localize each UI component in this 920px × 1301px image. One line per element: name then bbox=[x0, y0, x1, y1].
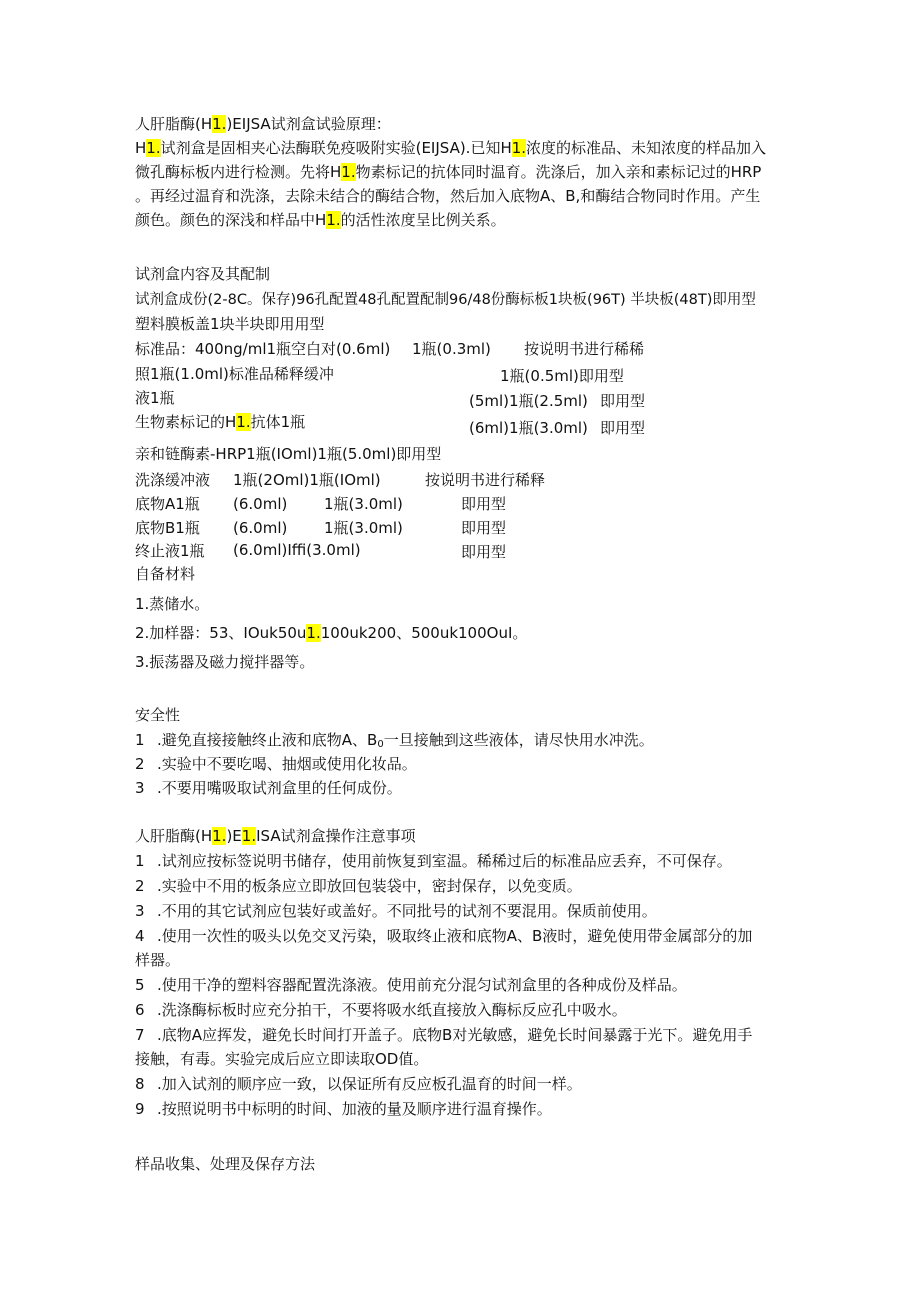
highlight-mark: 1. bbox=[146, 139, 161, 157]
safety-item-number: 2 bbox=[135, 755, 145, 773]
kit-row-usage: 按说明书进行稀释 bbox=[425, 471, 546, 489]
kit-standard-note: 按说明书进行稀稀 bbox=[524, 340, 645, 358]
safety-item-number: 1 bbox=[135, 731, 145, 749]
kit-biotin-value: (6ml)1瓶(3.0ml) bbox=[469, 419, 588, 437]
kit-row-half: 1瓶(3.0ml) bbox=[324, 519, 403, 537]
kit-biotin-label: 生物素标记的H1.抗体1瓶 bbox=[135, 413, 306, 431]
note-text: .按照说明书中标明的时间、加液的量及顺序进行温育操作。 bbox=[157, 1100, 552, 1118]
kit-line: 试剂盒成份(2-8C。保存)96孔配置48孔配置配制96/48份酶标板1块板(96T) 半块板(48T)即用型 bbox=[135, 292, 756, 308]
intro-paragraph-line: 。再经过温育和洗涤，去除未结合的酶结合物，然后加入底物A、B,和酶结合物同时作用。产生 bbox=[135, 187, 761, 205]
intro-paragraph-line: 颜色。颜色的深浅和样品中H1.的活性浓度呈比例关系。 bbox=[135, 211, 506, 229]
note-number: 8 bbox=[135, 1075, 145, 1093]
highlight-mark: 1. bbox=[236, 413, 251, 431]
kit-row-name: 底物B1瓶 bbox=[135, 519, 200, 537]
kit-row-usage: 即用型 bbox=[461, 543, 507, 561]
kit-standard-volume: (0.6ml) bbox=[336, 340, 391, 358]
materials-heading: 自备材料 bbox=[135, 565, 196, 583]
kit-row-half: 1瓶(3.0ml) bbox=[324, 495, 403, 513]
kit-line: 塑料膜板盖1块半块即用用型 bbox=[135, 315, 325, 333]
note-text: .不用的其它试剂应包装好或盖好。不同批号的试剂不要混用。保质前使用。 bbox=[157, 902, 657, 920]
kit-liquid-value: (5ml)1瓶(2.5ml) bbox=[469, 392, 588, 410]
kit-row-usage: 即用型 bbox=[461, 519, 507, 537]
kit-row-volume: 1瓶(2Oml)1瓶(IOml) bbox=[233, 471, 381, 489]
highlight-mark: 1. bbox=[212, 827, 227, 845]
kit-row-volume: (6.0ml) bbox=[233, 495, 288, 513]
kit-heading: 试剂盒内容及其配制 bbox=[135, 265, 271, 283]
note-number: 3 bbox=[135, 902, 145, 920]
materials-item: 2.加样器：53、IOuk50u1.100uk200、500uk100OuI。 bbox=[135, 624, 528, 642]
kit-row-name: 底物A1瓶 bbox=[135, 495, 200, 513]
kit-standard-half: 1瓶(0.3ml) bbox=[412, 340, 491, 358]
kit-diluent-value: 1瓶(0.5ml)即用型 bbox=[500, 367, 624, 385]
note-number: 9 bbox=[135, 1100, 145, 1118]
notes-heading: 人肝脂酶(H1.)E1.ISA试剂盒操作注意事项 bbox=[135, 827, 416, 845]
sample-heading: 样品收集、处理及保存方法 bbox=[135, 1155, 316, 1173]
highlight-mark: 1. bbox=[341, 163, 356, 181]
note-number: 7 bbox=[135, 1026, 145, 1044]
note-text: .底物A应挥发，避免长时间打开盖子。底物B对光敏感，避免长时间暴露于光下。避免用手 bbox=[157, 1026, 753, 1044]
note-continuation: 样器。 bbox=[135, 951, 181, 969]
note-text: .使用干净的塑料容器配置洗涤液。使用前充分混匀试剂盒里的各种成份及样品。 bbox=[157, 976, 687, 994]
note-number: 5 bbox=[135, 976, 145, 994]
materials-item: 3.振荡器及磁力搅拌器等。 bbox=[135, 653, 315, 671]
highlight-mark: 1. bbox=[326, 211, 341, 229]
safety-item: .实验中不要吃喝、抽烟或使用化妆品。 bbox=[157, 755, 417, 773]
kit-biotin-usage: 即用型 bbox=[600, 419, 646, 437]
highlight-mark: 1. bbox=[241, 827, 257, 845]
note-continuation: 接触，有毒。实验完成后应立即读取OD值。 bbox=[135, 1050, 429, 1068]
note-text: .使用一次性的吸头以免交叉污染，吸取终止液和底物A、B液时，避免使用带金属部分的加 bbox=[157, 927, 753, 945]
safety-heading: 安全性 bbox=[135, 706, 181, 724]
note-text: .试剂应按标签说明书储存，使用前恢复到室温。稀稀过后的标准品应丢弃，不可保存。 bbox=[157, 852, 732, 870]
materials-item: 1.蒸储水。 bbox=[135, 595, 210, 613]
kit-row-volume: (6.0ml)Iffi(3.0ml) bbox=[233, 541, 361, 559]
highlight-mark: 1. bbox=[306, 624, 321, 642]
safety-item: .不要用嘴吸取试剂盒里的任何成份。 bbox=[157, 779, 402, 797]
kit-liquid-label: 液1瓶 bbox=[135, 389, 175, 407]
note-number: 4 bbox=[135, 927, 145, 945]
intro-paragraph-line: H1.试剂盒是固相夹心法酶联免疫吸附实验(EIJSA).已知H1.浓度的标准品、未知浓度的样品加入 bbox=[135, 139, 767, 157]
note-text: .加入试剂的顺序应一致，以保证所有反应板孔温育的时间一样。 bbox=[157, 1075, 582, 1093]
intro-paragraph-line: 微孔酶标板内进行检测。先将H1.物素标记的抗体同时温育。洗涤后，加入亲和素标记过的HRP bbox=[135, 163, 762, 181]
kit-row-usage: 即用型 bbox=[461, 495, 507, 513]
kit-row-name: 终止液1瓶 bbox=[135, 542, 205, 560]
intro-heading: 人肝脂酶(H1.)EIJSA试剂盒试验原理： bbox=[135, 115, 391, 133]
kit-liquid-usage: 即用型 bbox=[600, 392, 646, 410]
safety-item: .避免直接接触终止液和底物A、$B_0$一旦接触到这些液体，请尽快用水冲洗。 bbox=[157, 731, 654, 750]
note-number: 6 bbox=[135, 1001, 145, 1019]
kit-row-volume: (6.0ml) bbox=[233, 519, 288, 537]
note-number: 1 bbox=[135, 852, 145, 870]
kit-row-name: 洗涤缓冲液 bbox=[135, 471, 211, 489]
highlight-mark: 1. bbox=[212, 115, 227, 133]
kit-hrp-line: 亲和链酶素-HRP1瓶(IOml)1瓶(5.0ml)即用型 bbox=[135, 445, 442, 463]
note-number: 2 bbox=[135, 877, 145, 895]
highlight-mark: 1. bbox=[511, 139, 527, 157]
kit-standard-label: 标准品：400ng/ml1瓶空白对 bbox=[135, 340, 337, 358]
note-text: .实验中不用的板条应立即放回包装袋中，密封保存，以免变质。 bbox=[157, 877, 582, 895]
safety-item-number: 3 bbox=[135, 779, 145, 797]
kit-diluent-label: 照1瓶(1.0ml)标准品稀释缓冲 bbox=[135, 365, 334, 383]
note-text: .洗涤酶标板时应充分拍干，不要将吸水纸直接放入酶标反应孔中吸水。 bbox=[157, 1001, 627, 1019]
